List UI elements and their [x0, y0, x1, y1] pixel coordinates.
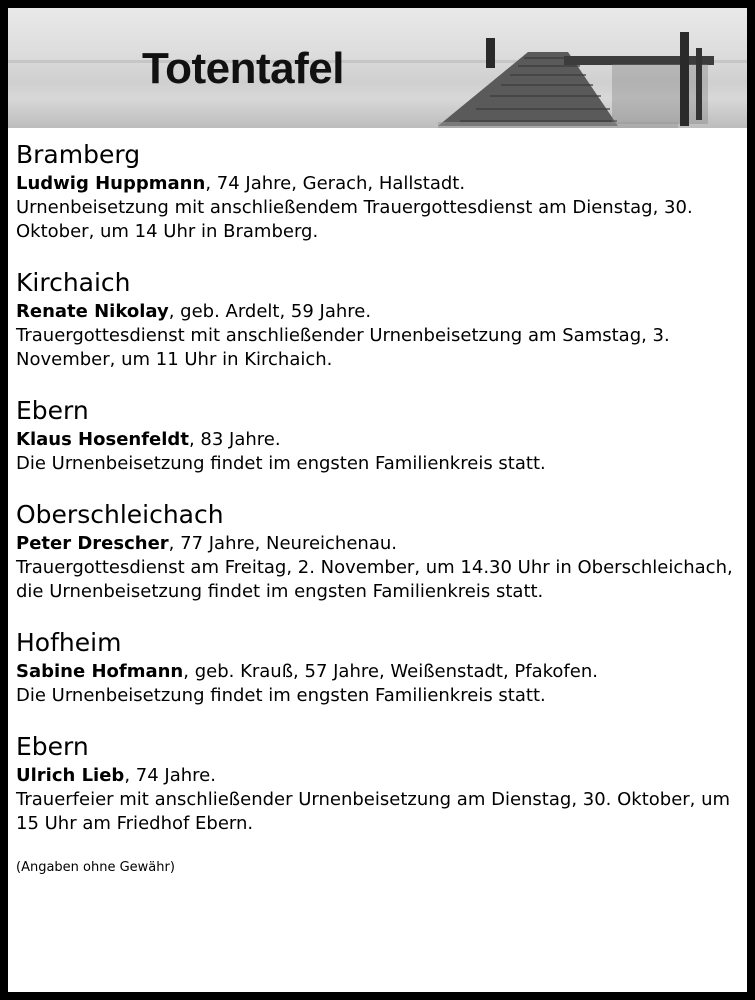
- person-details: , geb. Ardelt, 59 Jahre.: [168, 301, 372, 322]
- service-text: Trauergottesdienst am Freitag, 2. November, um 14.30 Uhr in Oberschleichach, die Urnenbeisetzung findet im engsten Familienkreis statt.: [16, 557, 733, 602]
- town-heading: Hofheim: [16, 628, 122, 657]
- town-heading: Kirchaich: [16, 268, 131, 297]
- person-details: , 83 Jahre.: [188, 429, 281, 450]
- obituary-entry: [16, 268, 747, 372]
- person-name: Peter Drescher: [16, 533, 169, 554]
- header-banner: [8, 8, 747, 128]
- person-details: , geb. Krauß, 57 Jahre, Weißenstadt, Pfakofen.: [183, 661, 598, 682]
- service-text: Die Urnenbeisetzung findet im engsten Familienkreis statt.: [16, 453, 546, 474]
- person-line: [16, 300, 747, 324]
- person-line: [16, 428, 747, 452]
- obituary-entry: [16, 140, 747, 244]
- obituary-entry: [16, 628, 747, 708]
- person-details: , 77 Jahre, Neureichenau.: [168, 533, 397, 554]
- town-heading: Oberschleichach: [16, 500, 224, 529]
- person-line: [16, 172, 747, 196]
- person-line: [16, 532, 747, 556]
- service-text: Trauergottesdienst mit anschließender Urnenbeisetzung am Samstag, 3. November, um 11 Uhr in Kirchaich.: [16, 325, 670, 370]
- person-name: Sabine Hofmann: [16, 661, 184, 682]
- person-name: Klaus Hosenfeldt: [16, 429, 189, 450]
- person-name: Ludwig Huppmann: [16, 173, 206, 194]
- obituary-entry: [16, 500, 747, 604]
- service-text: Trauerfeier mit anschließender Urnenbeisetzung am Dienstag, 30. Oktober, um 15 Uhr am Friedhof Ebern.: [16, 789, 731, 834]
- person-details: , 74 Jahre.: [124, 765, 216, 786]
- person-line: [16, 660, 747, 684]
- town-heading: Bramberg: [16, 140, 141, 169]
- person-details: , 74 Jahre, Gerach, Hallstadt.: [205, 173, 466, 194]
- person-line: [16, 764, 747, 788]
- service-text: Die Urnenbeisetzung findet im engsten Familienkreis statt.: [16, 685, 546, 706]
- obituary-entry: [16, 732, 747, 836]
- person-name: Ulrich Lieb: [16, 765, 125, 786]
- town-heading: Ebern: [16, 396, 89, 425]
- page-title: Totentafel: [142, 44, 344, 93]
- obituary-list: [8, 128, 747, 875]
- disclaimer: (Angaben ohne Gewähr): [16, 860, 175, 875]
- person-name: Renate Nikolay: [16, 301, 169, 322]
- service-text: Urnenbeisetzung mit anschließendem Trauergottesdienst am Dienstag, 30. Oktober, um 14 Uhr in Bramberg.: [16, 197, 693, 242]
- town-heading: Ebern: [16, 732, 89, 761]
- lake-jetty-image: [8, 8, 747, 128]
- obituary-entry: [16, 396, 747, 476]
